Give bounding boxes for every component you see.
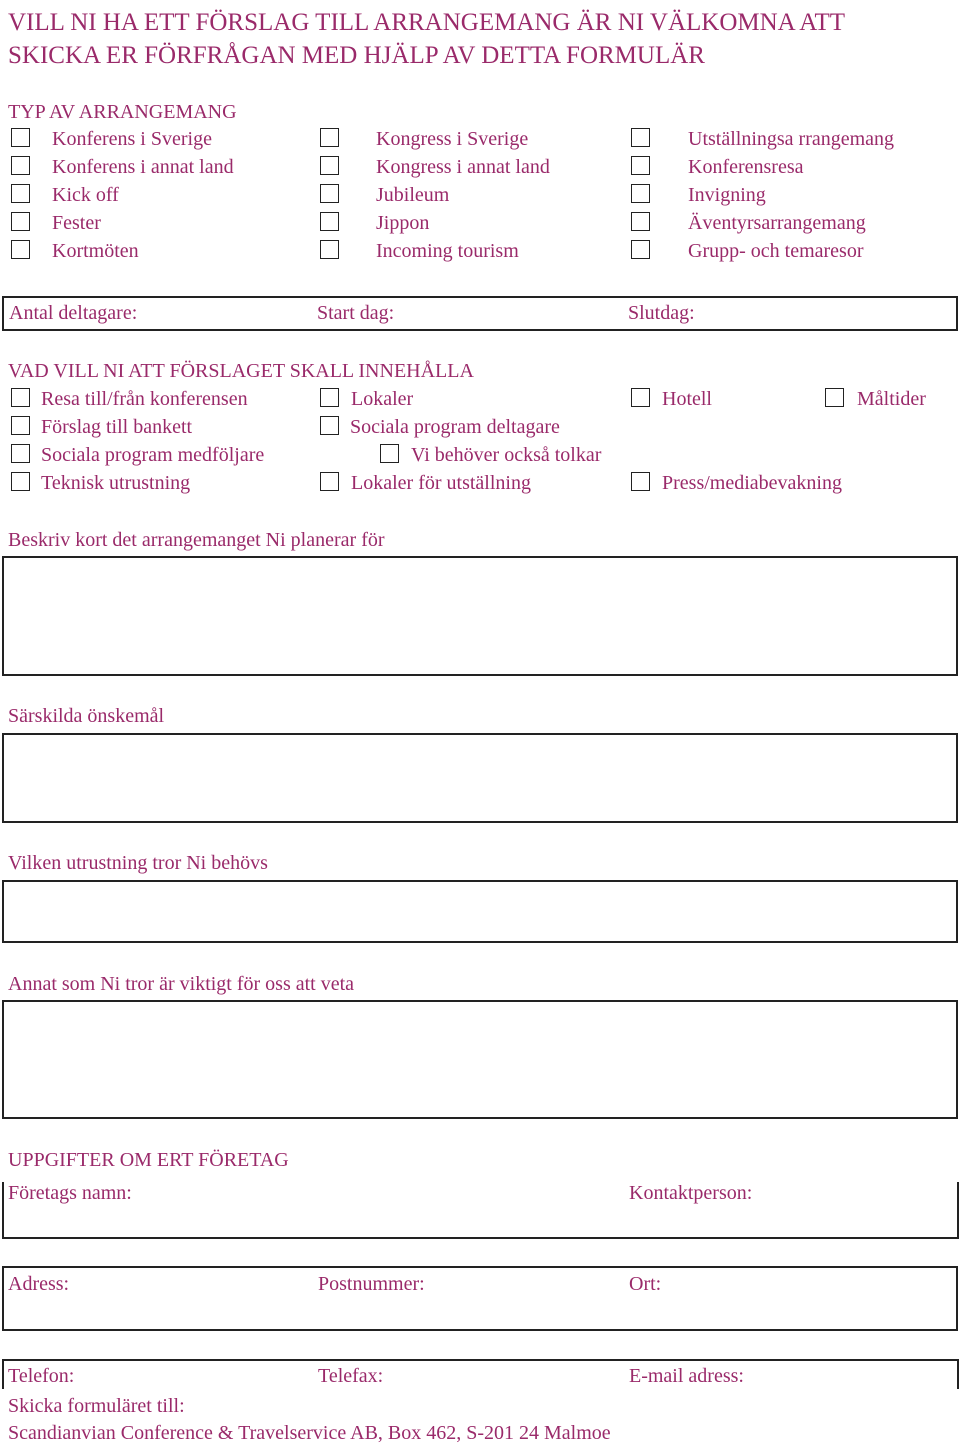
city-label: Ort: [629,1273,662,1295]
describe-textarea[interactable] [2,556,958,676]
phone-row-top-line [2,1359,959,1361]
checkbox-teknisk-utrustning[interactable] [11,472,30,491]
option-label: Konferens i annat land [52,156,234,178]
equipment-label: Vilken utrustning tror Ni behövs [8,852,268,874]
checkbox-kongress-annat-land[interactable] [320,156,339,175]
checkbox-kick-off[interactable] [11,184,30,203]
checkbox-jippon[interactable] [320,212,339,231]
option-label: Fester [52,212,101,234]
company-name-box-bottom [2,1237,959,1239]
option-label: Sociala program medföljare [41,444,265,466]
company-name-box-right [957,1182,959,1239]
phone-row-right-line [957,1359,959,1389]
option-label: Förslag till bankett [41,416,193,438]
option-label: Konferensresa [688,156,804,178]
option-label: Måltider [857,388,926,410]
option-label: Vi behöver också tolkar [411,444,602,466]
checkbox-utstallningsarrangemang[interactable] [631,128,650,147]
checkbox-konferens-annat-land[interactable] [11,156,30,175]
form-title-line-2: SKICKA ER FÖRFRÅGAN MED HJÄLP AV DETTA FORMULÄR [8,42,705,69]
option-label: Jubileum [376,184,450,206]
checkbox-grupp-temaresor[interactable] [631,240,650,259]
checkbox-sociala-medfoljare[interactable] [11,444,30,463]
fax-label: Telefax: [318,1365,384,1387]
contact-person-label: Kontaktperson: [629,1182,753,1204]
checkbox-press[interactable] [631,472,650,491]
option-label: Grupp- och temaresor [688,240,864,262]
option-label: Sociala program deltagare [350,416,560,438]
checkbox-kongress-sverige[interactable] [320,128,339,147]
other-textarea[interactable] [2,1000,958,1119]
send-to-label: Skicka formuläret till: [8,1395,185,1417]
send-to-address: Scandianvian Conference & Travelservice AB, Box 462, S-201 24 Malmoe [8,1422,611,1444]
checkbox-invigning[interactable] [631,184,650,203]
option-label: Kongress i Sverige [376,128,529,150]
option-label: Teknisk utrustning [41,472,191,494]
checkbox-sociala-deltagare[interactable] [320,416,339,435]
phone-label: Telefon: [8,1365,75,1387]
form-title-line-1: VILL NI HA ETT FÖRSLAG TILL ARRANGEMANG ÄR NI VÄLKOMNA ATT [8,9,846,36]
wishes-textarea[interactable] [2,733,958,823]
start-date-label: Start dag: [317,302,395,324]
email-label: E-mail adress: [629,1365,744,1387]
option-label: Lokaler [351,388,414,410]
checkbox-incoming-tourism[interactable] [320,240,339,259]
content-heading: VAD VILL NI ATT FÖRSLAGET SKALL INNEHÅLLA [8,360,474,382]
checkbox-lokaler[interactable] [320,388,339,407]
option-label: Utställningsa rrangemang [688,128,895,150]
address-box[interactable] [2,1266,958,1331]
company-heading: UPPGIFTER OM ERT FÖRETAG [8,1149,289,1171]
phone-row-left-line [2,1359,4,1389]
participants-label: Antal deltagare: [9,302,138,324]
option-label: Äventyrsarrangemang [688,212,866,234]
postal-label: Postnummer: [318,1273,425,1295]
option-label: Kortmöten [52,240,139,262]
describe-label: Beskriv kort det arrangemanget Ni planerar för [8,529,385,551]
option-label: Resa till/från konferensen [41,388,248,410]
option-label: Incoming tourism [376,240,519,262]
option-label: Lokaler för utställning [351,472,531,494]
checkbox-konferensresa[interactable] [631,156,650,175]
checkbox-lokaler-utstallning[interactable] [320,472,339,491]
dates-row-box[interactable] [2,296,958,331]
checkbox-hotell[interactable] [631,388,650,407]
checkbox-jubileum[interactable] [320,184,339,203]
option-label: Press/mediabevakning [662,472,842,494]
checkbox-maltider[interactable] [825,388,844,407]
option-label: Hotell [662,388,712,410]
company-name-label: Företags namn: [8,1182,132,1204]
checkbox-tolkar[interactable] [380,444,399,463]
option-label: Kongress i annat land [376,156,550,178]
checkbox-fester[interactable] [11,212,30,231]
equipment-textarea[interactable] [2,880,958,943]
end-date-label: Slutdag: [628,302,695,324]
address-label: Adress: [8,1273,70,1295]
wishes-label: Särskilda önskemål [8,705,165,727]
option-label: Invigning [688,184,766,206]
company-name-box-left [2,1182,4,1239]
checkbox-aventyrsarrangemang[interactable] [631,212,650,231]
checkbox-konferens-sverige[interactable] [11,128,30,147]
checkbox-resa[interactable] [11,388,30,407]
option-label: Kick off [52,184,119,206]
option-label: Konferens i Sverige [52,128,212,150]
type-heading: TYP AV ARRANGEMANG [8,101,237,123]
checkbox-kortmoten[interactable] [11,240,30,259]
checkbox-bankett[interactable] [11,416,30,435]
option-label: Jippon [376,212,430,234]
other-label: Annat som Ni tror är viktigt för oss att veta [8,973,355,995]
